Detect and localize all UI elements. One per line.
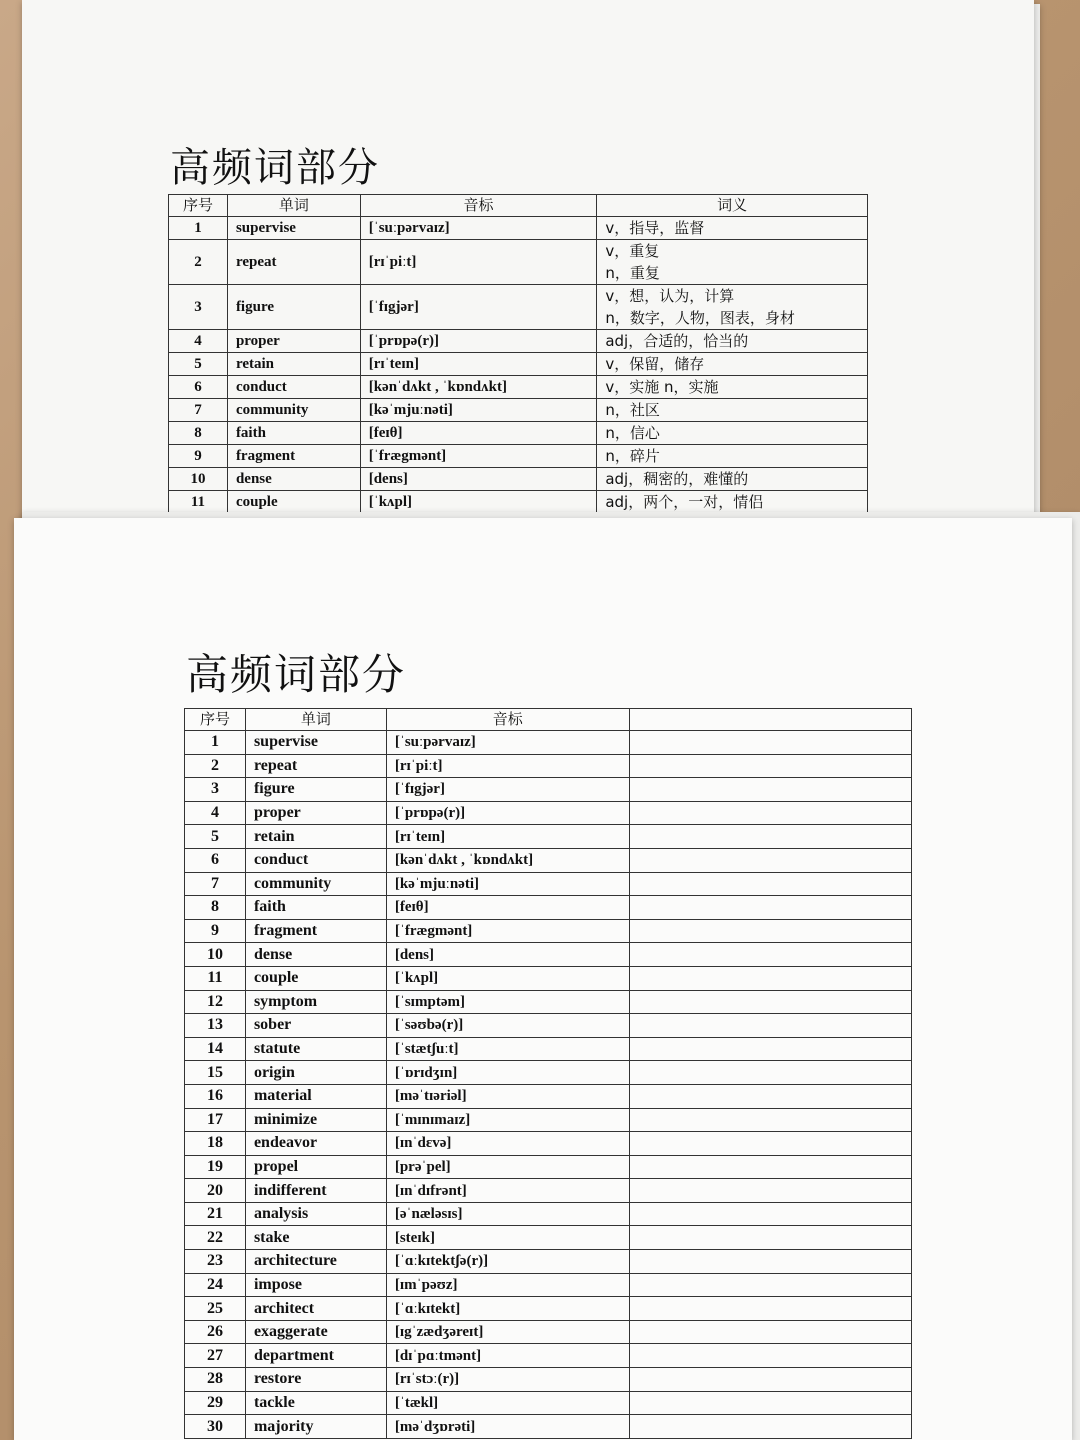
paper-sheet-worksheet	[14, 518, 1072, 1440]
row-index: 6	[185, 848, 246, 872]
row-phonetic: [ˈfrægmənt]	[360, 445, 597, 468]
row-phonetic: [ˈfɪgjər]	[386, 778, 629, 802]
row-phonetic: [kəˈmjuːnəti]	[360, 399, 597, 422]
table-row	[169, 376, 868, 399]
header-meaning: 词义	[597, 195, 868, 217]
row-phonetic: [ˈstætʃuːt]	[386, 1037, 629, 1061]
row-meaning-blank	[629, 1226, 911, 1250]
row-phonetic: [ˈfɪgjər]	[360, 285, 597, 330]
row-meaning	[597, 422, 868, 445]
row-index: 9	[185, 919, 246, 943]
row-index: 29	[185, 1391, 246, 1415]
row-word: endeavor	[245, 1132, 386, 1156]
row-phonetic: [ɪnˈdɪfrənt]	[386, 1179, 629, 1203]
vocab-table-blank-meanings	[184, 708, 912, 1439]
row-word: dense	[227, 468, 360, 491]
table-row	[185, 1132, 912, 1156]
row-word: repeat	[227, 240, 360, 285]
row-index: 8	[169, 422, 228, 445]
table-row	[185, 872, 912, 896]
table-row	[185, 1250, 912, 1274]
row-word: fragment	[245, 919, 386, 943]
table-row	[185, 896, 912, 920]
row-meaning-blank	[629, 1250, 911, 1274]
row-meaning	[597, 240, 868, 285]
table-row	[185, 1391, 912, 1415]
row-phonetic: [kəˈmjuːnəti]	[386, 872, 629, 896]
row-index: 26	[185, 1320, 246, 1344]
sheet-title: 高频词部分	[186, 650, 407, 699]
row-word: material	[245, 1084, 386, 1108]
row-phonetic: [feɪθ]	[386, 896, 629, 920]
row-word: community	[227, 399, 360, 422]
header-phonetic: 音标	[360, 195, 597, 217]
meaning-line: v，重复	[605, 242, 660, 260]
table-row	[169, 445, 868, 468]
row-meaning	[597, 217, 868, 240]
header-index: 序号	[185, 709, 246, 731]
row-phonetic: [ˈkʌpl]	[360, 491, 597, 514]
header-phonetic: 音标	[386, 709, 629, 731]
row-meaning-blank	[629, 1037, 911, 1061]
row-index: 11	[185, 966, 246, 990]
row-index: 16	[185, 1084, 246, 1108]
row-index: 7	[169, 399, 228, 422]
row-phonetic: [ˈsuːpərvaɪz]	[360, 217, 597, 240]
row-word: analysis	[245, 1202, 386, 1226]
paper-sheet-answer-key	[22, 0, 1034, 520]
row-index: 27	[185, 1344, 246, 1368]
row-meaning	[597, 285, 868, 330]
row-meaning-blank	[629, 848, 911, 872]
row-meaning-blank	[629, 1273, 911, 1297]
row-index: 22	[185, 1226, 246, 1250]
row-index: 19	[185, 1155, 246, 1179]
row-word: exaggerate	[245, 1320, 386, 1344]
row-phonetic: [məˈdʒɒrəti]	[386, 1415, 629, 1439]
table-row	[185, 801, 912, 825]
table-row	[185, 1155, 912, 1179]
row-index: 1	[185, 731, 246, 755]
row-index: 18	[185, 1132, 246, 1156]
row-meaning-blank	[629, 1415, 911, 1439]
row-index: 28	[185, 1368, 246, 1392]
header-index: 序号	[169, 195, 228, 217]
table-row	[185, 778, 912, 802]
row-index: 21	[185, 1202, 246, 1226]
row-phonetic: [ˈmɪnɪmaɪz]	[386, 1108, 629, 1132]
meaning-line: n，信心	[605, 424, 660, 442]
row-phonetic: [ˈɑːkɪtekt]	[386, 1297, 629, 1321]
table-row	[185, 966, 912, 990]
row-index: 2	[169, 240, 228, 285]
row-index: 8	[185, 896, 246, 920]
row-word: minimize	[245, 1108, 386, 1132]
row-index: 3	[169, 285, 228, 330]
row-meaning-blank	[629, 1202, 911, 1226]
row-word: faith	[227, 422, 360, 445]
row-phonetic: [rɪˈpiːt]	[386, 754, 629, 778]
row-word: stake	[245, 1226, 386, 1250]
row-phonetic: [dens]	[360, 468, 597, 491]
meaning-line: v，指导，监督	[605, 219, 705, 237]
row-phonetic: [ˈtækl]	[386, 1391, 629, 1415]
table-row	[185, 731, 912, 755]
table-row	[169, 422, 868, 445]
row-word: sober	[245, 1014, 386, 1038]
meaning-line: n，重复	[605, 264, 660, 282]
row-index: 20	[185, 1179, 246, 1203]
meaning-line: adj，稠密的，难懂的	[605, 470, 749, 488]
table-row	[185, 1226, 912, 1250]
row-meaning-blank	[629, 754, 911, 778]
row-index: 30	[185, 1415, 246, 1439]
row-meaning-blank	[629, 731, 911, 755]
row-phonetic: [steɪk]	[386, 1226, 629, 1250]
row-meaning-blank	[629, 872, 911, 896]
row-word: supervise	[227, 217, 360, 240]
row-word: figure	[245, 778, 386, 802]
row-index: 3	[185, 778, 246, 802]
row-phonetic: [feɪθ]	[360, 422, 597, 445]
row-phonetic: [əˈnæləsɪs]	[386, 1202, 629, 1226]
row-index: 9	[169, 445, 228, 468]
row-index: 24	[185, 1273, 246, 1297]
table-row	[169, 240, 868, 285]
row-meaning	[597, 491, 868, 514]
table-row	[169, 353, 868, 376]
row-meaning-blank	[629, 1084, 911, 1108]
row-word: proper	[227, 330, 360, 353]
row-word: retain	[245, 825, 386, 849]
row-phonetic: [ˈprɒpə(r)]	[360, 330, 597, 353]
row-word: figure	[227, 285, 360, 330]
row-word: symptom	[245, 990, 386, 1014]
row-word: couple	[245, 966, 386, 990]
table-row	[169, 399, 868, 422]
row-index: 17	[185, 1108, 246, 1132]
meaning-line: n，社区	[605, 401, 660, 419]
table-row	[185, 1368, 912, 1392]
table-row	[185, 1273, 912, 1297]
row-meaning-blank	[629, 1132, 911, 1156]
row-meaning-blank	[629, 1061, 911, 1085]
row-word: impose	[245, 1273, 386, 1297]
row-phonetic: [ɪgˈzædʒəreɪt]	[386, 1320, 629, 1344]
row-index: 4	[169, 330, 228, 353]
row-meaning-blank	[629, 1320, 911, 1344]
row-index: 6	[169, 376, 228, 399]
row-word: architect	[245, 1297, 386, 1321]
row-word: supervise	[245, 731, 386, 755]
table-row	[185, 1037, 912, 1061]
row-index: 4	[185, 801, 246, 825]
table-row	[169, 217, 868, 240]
row-word: faith	[245, 896, 386, 920]
row-index: 13	[185, 1014, 246, 1038]
table-header-row	[169, 195, 868, 217]
table-row	[185, 1297, 912, 1321]
row-word: department	[245, 1344, 386, 1368]
table-row	[185, 1014, 912, 1038]
row-meaning	[597, 445, 868, 468]
table-row	[185, 1084, 912, 1108]
row-index: 15	[185, 1061, 246, 1085]
row-meaning	[597, 468, 868, 491]
row-phonetic: [prəˈpel]	[386, 1155, 629, 1179]
row-meaning-blank	[629, 1344, 911, 1368]
row-phonetic: [dens]	[386, 943, 629, 967]
meaning-line: v，实施 n，实施	[605, 378, 719, 396]
table-row	[185, 1108, 912, 1132]
row-word: conduct	[245, 848, 386, 872]
row-index: 10	[185, 943, 246, 967]
table-row	[185, 825, 912, 849]
row-phonetic: [ˈsɪmptəm]	[386, 990, 629, 1014]
row-word: community	[245, 872, 386, 896]
row-phonetic: [ˈkʌpl]	[386, 966, 629, 990]
row-phonetic: [kənˈdʌkt , ˈkɒndʌkt]	[360, 376, 597, 399]
row-meaning-blank	[629, 1391, 911, 1415]
row-phonetic: [rɪˈstɔː(r)]	[386, 1368, 629, 1392]
meaning-line: v，想，认为，计算	[605, 287, 735, 305]
meaning-line: n，数字，人物，图表，身材	[605, 309, 795, 327]
row-phonetic: [ˈɒrɪdʒɪn]	[386, 1061, 629, 1085]
row-word: conduct	[227, 376, 360, 399]
row-phonetic: [məˈtɪəriəl]	[386, 1084, 629, 1108]
row-meaning-blank	[629, 1155, 911, 1179]
table-row	[185, 1415, 912, 1439]
row-phonetic: [rɪˈteɪn]	[360, 353, 597, 376]
meaning-line: adj，两个，一对，情侣	[605, 493, 764, 511]
row-index: 12	[185, 990, 246, 1014]
row-phonetic: [ɪnˈdɛvə]	[386, 1132, 629, 1156]
row-meaning	[597, 330, 868, 353]
table-row	[169, 285, 868, 330]
row-meaning	[597, 399, 868, 422]
row-meaning-blank	[629, 801, 911, 825]
row-word: propel	[245, 1155, 386, 1179]
row-meaning-blank	[629, 1179, 911, 1203]
row-meaning-blank	[629, 778, 911, 802]
row-meaning-blank	[629, 1014, 911, 1038]
header-word: 单词	[227, 195, 360, 217]
row-word: origin	[245, 1061, 386, 1085]
row-index: 14	[185, 1037, 246, 1061]
table-header-row	[185, 709, 912, 731]
table-row	[185, 848, 912, 872]
row-index: 1	[169, 217, 228, 240]
vocab-table-with-meanings	[168, 194, 868, 514]
table-row	[185, 1179, 912, 1203]
row-index: 5	[169, 353, 228, 376]
row-word: fragment	[227, 445, 360, 468]
row-index: 11	[169, 491, 228, 514]
row-word: proper	[245, 801, 386, 825]
row-word: tackle	[245, 1391, 386, 1415]
row-phonetic: [ɪmˈpəʊz]	[386, 1273, 629, 1297]
row-word: restore	[245, 1368, 386, 1392]
table-row	[185, 990, 912, 1014]
table-row	[169, 491, 868, 514]
row-meaning-blank	[629, 943, 911, 967]
row-word: retain	[227, 353, 360, 376]
table-row	[169, 330, 868, 353]
row-word: statute	[245, 1037, 386, 1061]
row-word: indifferent	[245, 1179, 386, 1203]
meaning-line: adj，合适的，恰当的	[605, 332, 749, 350]
row-meaning-blank	[629, 966, 911, 990]
table-row	[185, 943, 912, 967]
row-meaning-blank	[629, 1297, 911, 1321]
row-index: 2	[185, 754, 246, 778]
meaning-line: v，保留，储存	[605, 355, 705, 373]
row-word: couple	[227, 491, 360, 514]
table-row	[169, 468, 868, 491]
meaning-line: n，碎片	[605, 447, 660, 465]
table-row	[185, 1202, 912, 1226]
row-meaning-blank	[629, 1108, 911, 1132]
row-index: 25	[185, 1297, 246, 1321]
row-meaning-blank	[629, 919, 911, 943]
row-phonetic: [rɪˈpiːt]	[360, 240, 597, 285]
row-index: 10	[169, 468, 228, 491]
row-word: architecture	[245, 1250, 386, 1274]
table-row	[185, 1344, 912, 1368]
row-index: 23	[185, 1250, 246, 1274]
row-phonetic: [ˈprɒpə(r)]	[386, 801, 629, 825]
table-row	[185, 1320, 912, 1344]
row-word: majority	[245, 1415, 386, 1439]
row-index: 7	[185, 872, 246, 896]
row-phonetic: [ˈɑːkɪtektʃə(r)]	[386, 1250, 629, 1274]
table-row	[185, 1061, 912, 1085]
row-phonetic: [dɪˈpɑːtmənt]	[386, 1344, 629, 1368]
table-row	[185, 754, 912, 778]
row-meaning	[597, 376, 868, 399]
row-phonetic: [kənˈdʌkt , ˈkɒndʌkt]	[386, 848, 629, 872]
row-meaning-blank	[629, 825, 911, 849]
table-row	[185, 919, 912, 943]
row-meaning-blank	[629, 896, 911, 920]
row-word: repeat	[245, 754, 386, 778]
row-index: 5	[185, 825, 246, 849]
row-phonetic: [rɪˈteɪn]	[386, 825, 629, 849]
row-phonetic: [ˈsuːpərvaɪz]	[386, 731, 629, 755]
sheet-title: 高频词部分	[170, 145, 380, 191]
row-meaning-blank	[629, 990, 911, 1014]
row-phonetic: [ˈsəʊbə(r)]	[386, 1014, 629, 1038]
header-word: 单词	[245, 709, 386, 731]
row-meaning-blank	[629, 1368, 911, 1392]
row-word: dense	[245, 943, 386, 967]
row-phonetic: [ˈfrægmənt]	[386, 919, 629, 943]
row-meaning	[597, 353, 868, 376]
header-meaning-blank	[629, 709, 911, 731]
